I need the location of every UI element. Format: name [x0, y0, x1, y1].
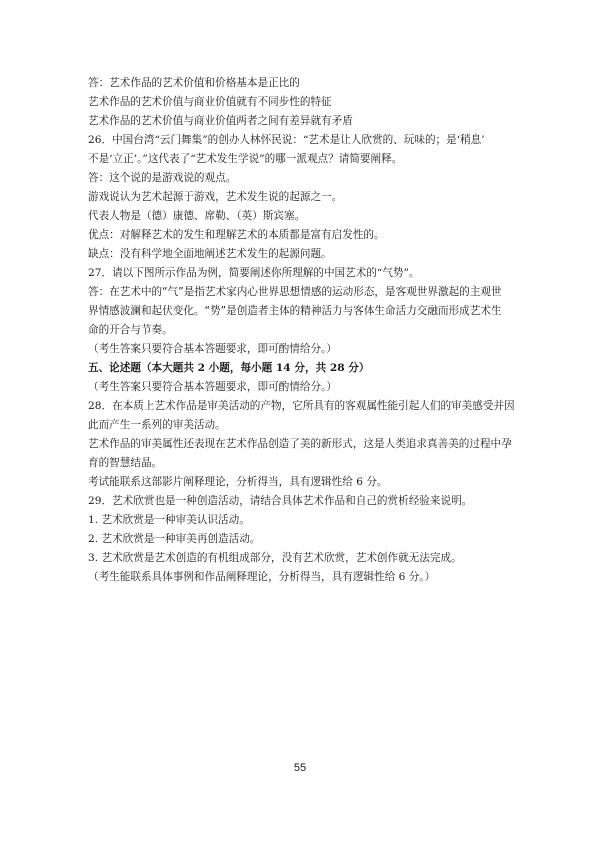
text-line: 27．请以下图所示作品为例，简要阐述你所理解的中国艺术的“气势”。 — [88, 267, 420, 279]
page-number: 55 — [293, 762, 307, 774]
text-line: 考试能联系这部影片阐释理论，分析得当，具有逻辑性给 6 分。 — [88, 476, 388, 488]
section-heading: 五、论述题（本大题共 2 小题，每小题 14 分，共 28 分） — [88, 362, 370, 374]
text-line: 优点：对解释艺术的发生和理解艺术的本质都是富有启发性的。 — [88, 229, 385, 241]
text-line: 答：艺术作品的艺术价值和价格基本是正比的 — [88, 77, 300, 89]
text-line: （考生能联系具体事例和作品阐释理论，分析得当，具有逻辑性给 6 分。） — [88, 571, 436, 583]
text-line: 育的智慧结晶。 — [88, 457, 163, 469]
text-line: 艺术作品的艺术价值与商业价值两者之间有差异就有矛盾 — [88, 115, 353, 127]
text-line: 答：这个说的是游戏说的观点。 — [88, 172, 237, 184]
text-line: 28．在本质上艺术作品是审美活动的产物，它所具有的客观属性能引起人们的审美感受并因 — [88, 400, 515, 412]
text-line: 界情感波澜和起伏变化。“势”是创造者主体的精神活力与客体生命活力交融而形成艺术生 — [88, 305, 502, 317]
text-line: 此而产生一系列的审美活动。 — [88, 419, 226, 431]
text-line: 29．艺术欣赏也是一种创造活动，请结合具体艺术作品和自己的赏析经验来说明。 — [88, 495, 473, 507]
text-line: 不是‘立正’。”这代表了“艺术发生学说”的哪一派观点？请简要阐释。 — [88, 153, 403, 165]
text-line: 3. 艺术欣赏是艺术创造的有机组成部分，没有艺术欣赏，艺术创作就无法完成。 — [88, 552, 462, 564]
text-line: （考生答案只要符合基本答题要求，即可酌情给分。） — [88, 343, 337, 355]
text-line: 缺点：没有科学地全面地阐述艺术发生的起源问题。 — [88, 248, 332, 260]
text-line: 2. 艺术欣赏是一种审美再创造活动。 — [88, 533, 261, 545]
text-line: 游戏说认为艺术起源于游戏，艺术发生说的起源之一。 — [88, 191, 343, 203]
text-line: 1. 艺术欣赏是一种审美认识活动。 — [88, 514, 250, 526]
text-line: 艺术作品的艺术价值与商业价值就有不同步性的特征 — [88, 96, 332, 108]
text-line: 艺术作品的审美属性还表现在艺术作品创造了美的新形式，这是人类追求真善美的过程中孕 — [88, 438, 512, 450]
text-line: 26．中国台湾“云门舞集”的创办人林怀民说：“艺术是让人欣赏的、玩味的；是‘稍息’ — [88, 134, 485, 146]
text-line: 命的开合与节奏。 — [88, 324, 173, 336]
text-line: 代表人物是（德）康德、席勒、（英）斯宾塞。 — [88, 210, 306, 222]
text-line: （考生答案只要符合基本答题要求，即可酌情给分。） — [88, 381, 337, 393]
text-line: 答：在艺术中的“气”是指艺术家内心世界思想情感的运动形态，是客观世界激起的主观世 — [88, 286, 502, 298]
document-body — [88, 74, 520, 587]
